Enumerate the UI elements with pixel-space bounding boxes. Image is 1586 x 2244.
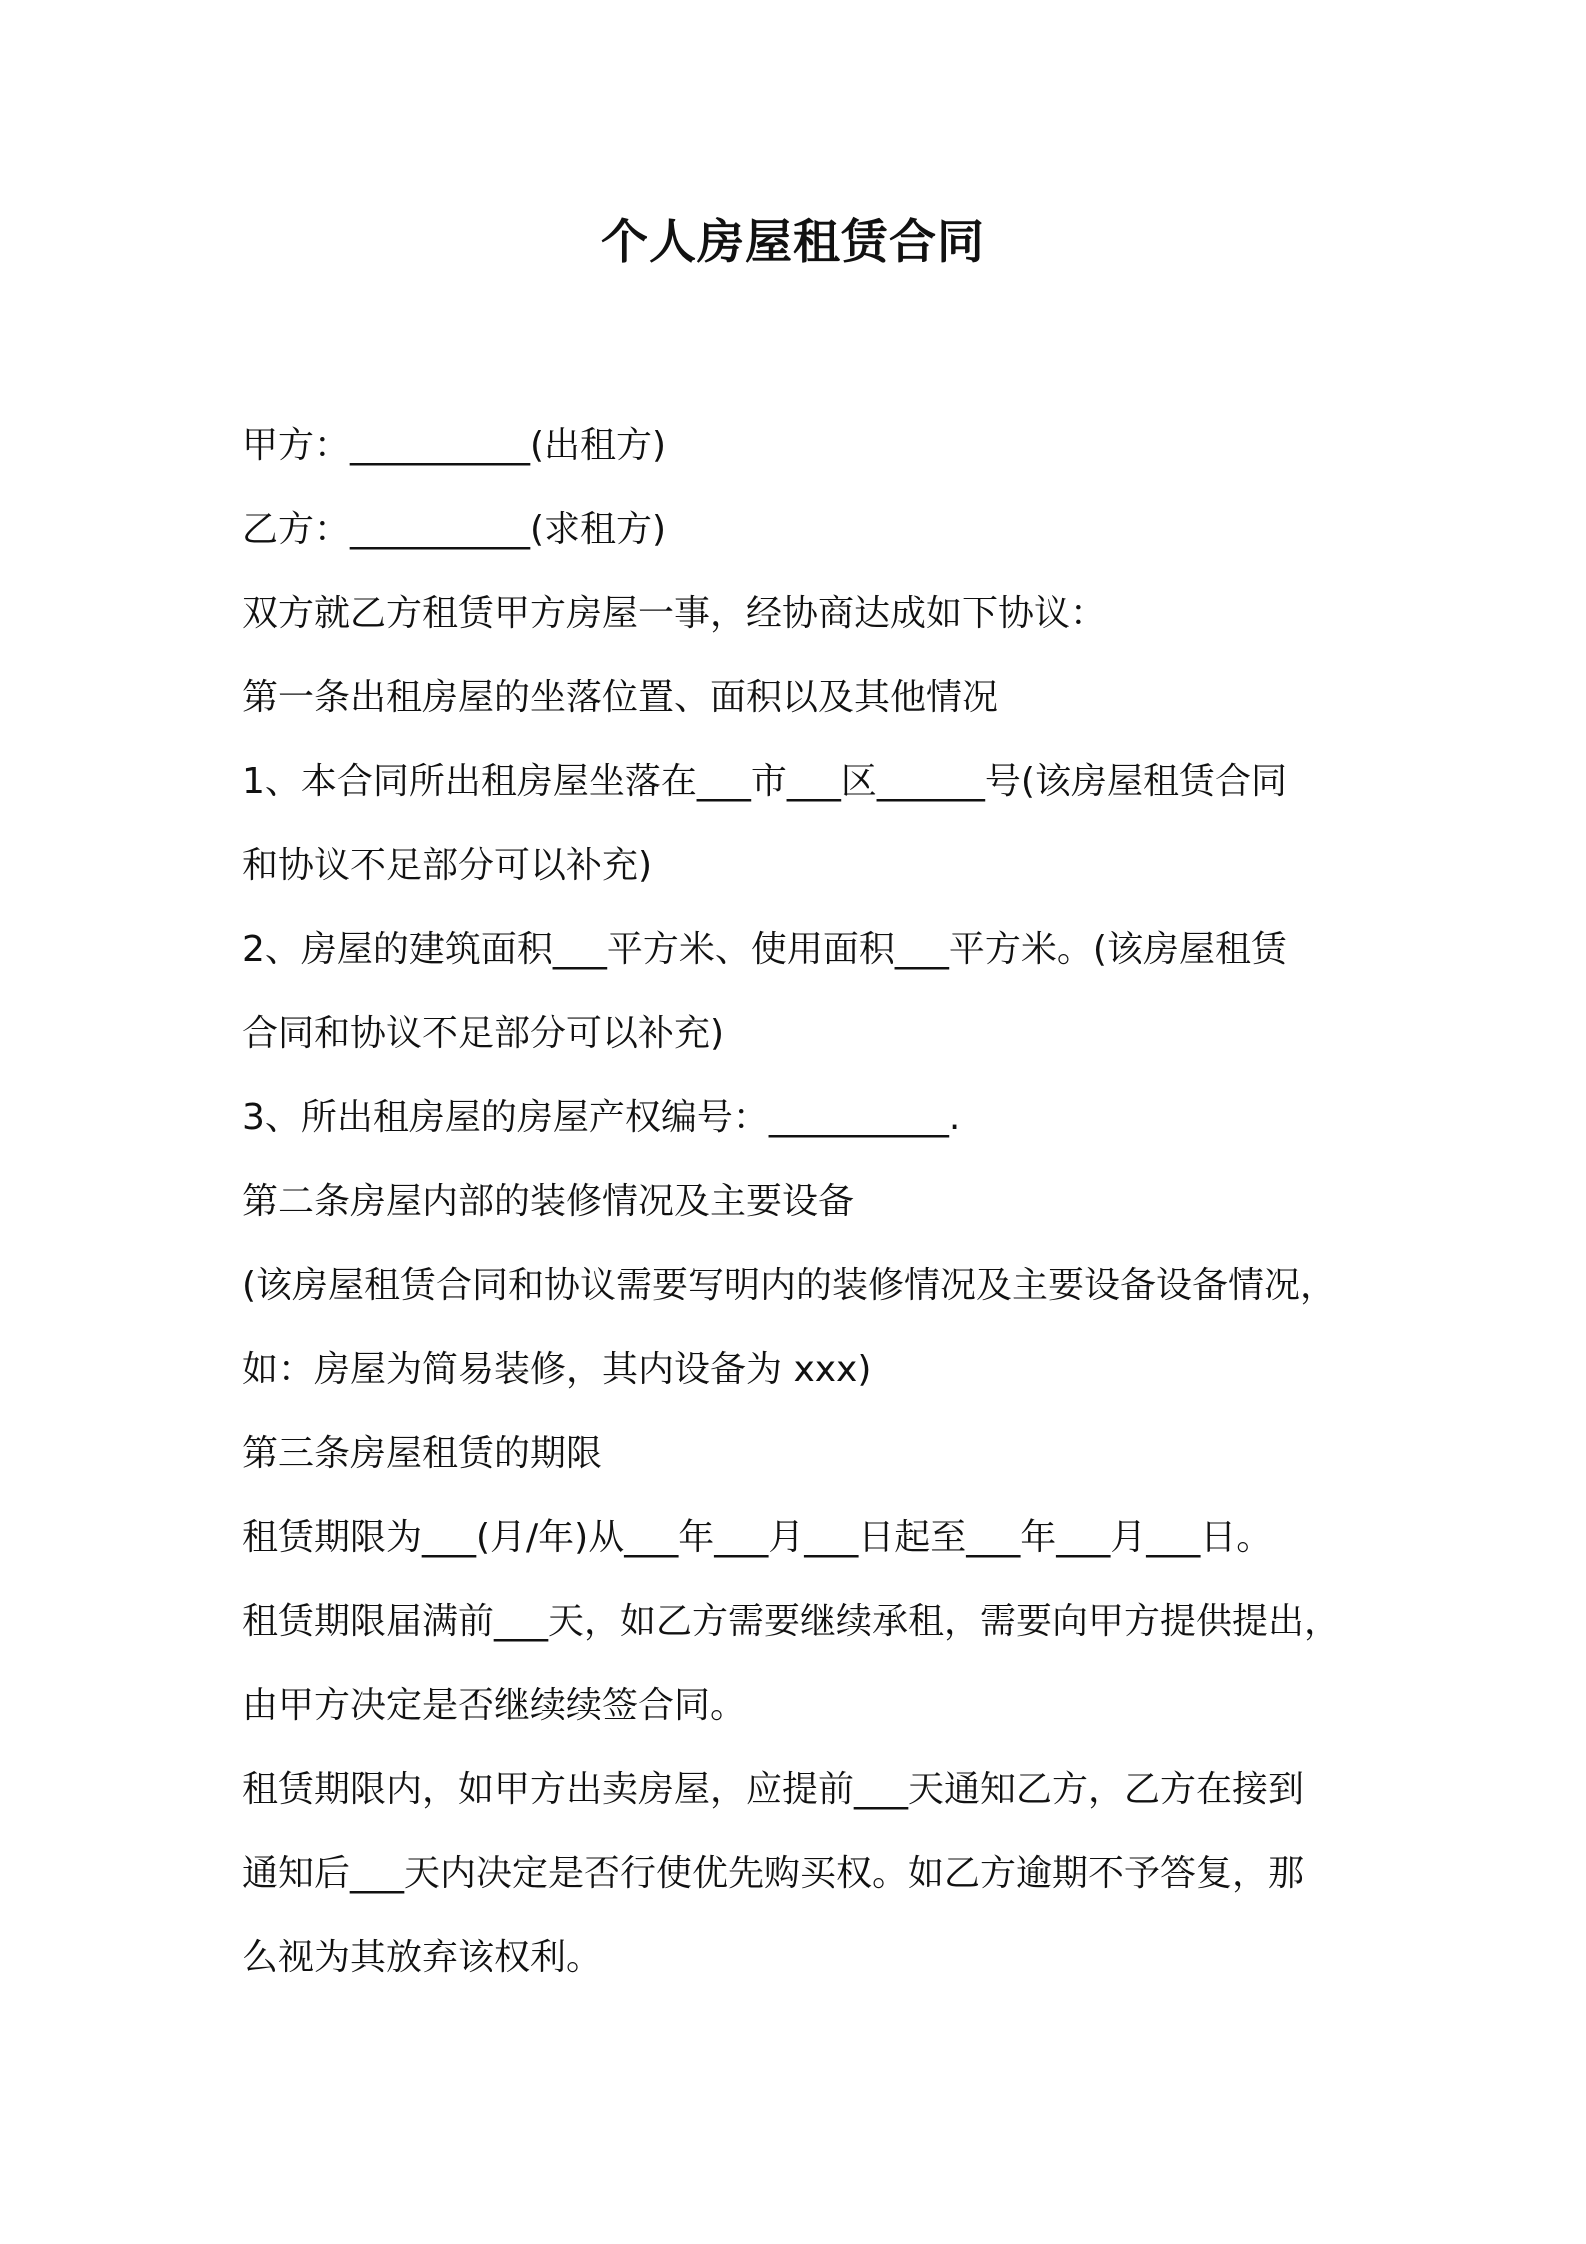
document-body — [242, 404, 1374, 2000]
lease-term-line: 租赁期限为___(月/年)从___年___月___日起至___年___月___日。 — [242, 1517, 1273, 1558]
article-2-note: (该房屋租赁合同和协议需要写明内的装修情况及主要设备设备情况， — [242, 1265, 1337, 1306]
preemption-line-end: 么视为其放弃该权利。 — [242, 1937, 603, 1978]
article-3-heading: 第三条房屋租赁的期限 — [242, 1433, 603, 1474]
article-1-item-2-cont: 合同和协议不足部分可以补充) — [242, 1013, 725, 1054]
article-1-item-3: 3、所出租房屋的房屋产权编号：__________. — [242, 1097, 961, 1138]
agreement-intro: 双方就乙方租赁甲方房屋一事，经协商达成如下协议： — [242, 593, 1107, 634]
renewal-line: 租赁期限届满前___天，如乙方需要继续承租，需要向甲方提供提出， — [242, 1601, 1341, 1642]
preemption-line: 租赁期限内，如甲方出卖房屋，应提前___天通知乙方，乙方在接到 — [242, 1769, 1305, 1810]
article-2-note-cont: 如：房屋为简易装修，其内设备为 xxx) — [242, 1349, 872, 1390]
party-a-line: 甲方：__________(出租方) — [242, 425, 667, 466]
article-1-heading: 第一条出租房屋的坐落位置、面积以及其他情况 — [242, 677, 999, 718]
preemption-line-cont: 通知后___天内决定是否行使优先购买权。如乙方逾期不予答复，那 — [242, 1853, 1305, 1894]
article-2-heading: 第二条房屋内部的装修情况及主要设备 — [242, 1181, 855, 1222]
article-1-item-1: 1、本合同所出租房屋坐落在___市___区______号(该房屋租赁合同 — [242, 761, 1287, 802]
article-1-item-1-cont: 和协议不足部分可以补充) — [242, 845, 653, 886]
article-1-item-2: 2、房屋的建筑面积___平方米、使用面积___平方米。(该房屋租赁 — [242, 929, 1287, 970]
renewal-line-cont: 由甲方决定是否继续续签合同。 — [242, 1685, 747, 1726]
party-b-line: 乙方：__________(求租方) — [242, 509, 667, 550]
document-title: 个人房屋租赁合同 — [601, 215, 985, 270]
